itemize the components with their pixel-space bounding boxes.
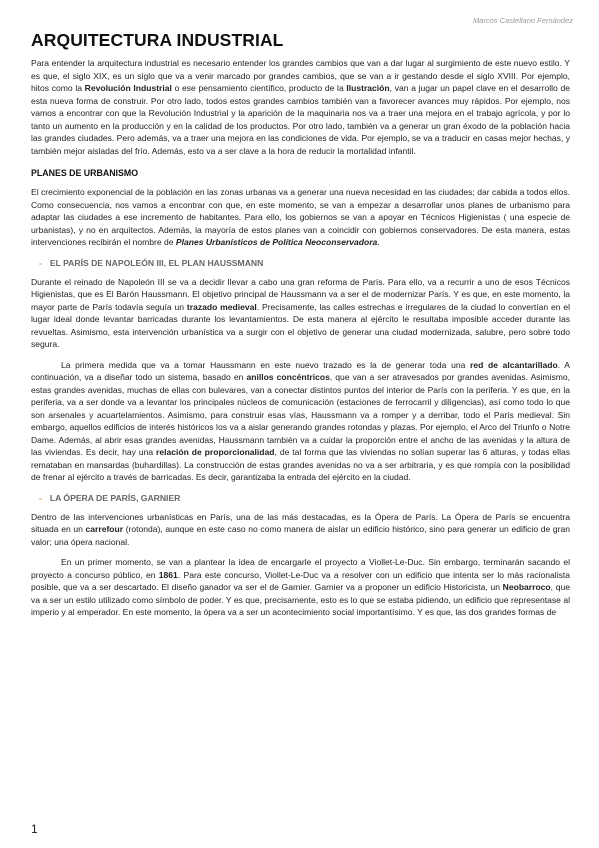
haussmann-paragraph-1: Durante el reinado de Napoleón III se va a decidir llevar a cabo una gran reforma de París. Para ello, va a recurrir a uno de esos Técnicos Higienistas, que es El Barón Haussmann. El objetivo principal de Haussmann va a ser el de modernizar París. Y es que, en este momento, la mayor parte de París todavía seguía un trazado medieval. Precisamente, las calles estrechas e irregulares de la ciudad lo convertían en el lugar ideal donde levantar barricadas durante los levantamientos. De esta manera al ejército le resultaba imposible acceder durante las revueltas. Asimismo, esta intervención urbanística va a surgir con el objetivo de generar una ciudad modernizada, salubre, pero sobre todo segura. bbox=[31, 276, 570, 349]
bold-term: carrefour bbox=[85, 524, 124, 534]
urbanismo-paragraph: El crecimiento exponencial de la población en las zonas urbanas va a generar una nueva necesidad en las ciudades; dar cabida a todos ellos. Como consecuencia, nos vamos a encontrar con que, en este momento, se van a empezar a desarrollar unos planes de urbanismo para adaptar las ciudades a ese incremento de habitantes. Para ello, los gobiernos se van a apoyar en Técnicos Higienistas ( una especie de urbanistas), y no en arquitectos. Además, la mayoría de estos planes van a coincidir con gobiernos conservadores. De esta manera, estas intervenciones recibirán el nombre de Planes Urbanísticos de Política Neoconservadora. bbox=[31, 187, 570, 247]
bullet-dash: - bbox=[39, 257, 42, 268]
bold-term: trazado medieval bbox=[186, 301, 257, 312]
section-heading-urbanismo: PLANES DE URBANISMO bbox=[31, 168, 139, 178]
subheading-opera-label: LA ÓPERA DE PARÍS, GARNIER bbox=[49, 492, 181, 503]
intro-paragraph: Para entender la arquitectura industrial es necesario entender los grandes cambios que van a dar lugar al surgimiento de este nuevo estilo. Y es que, el siglo XIX, es un siglo que va a venir marcado por grandes cambios, que se van a ir gestando desde el siglo XVIII. Por ejemplo, hitos como la Revolución Industrial o ese pensamiento científico, producto de la Ilustración, van a jugar un papel clave en el desarrollo de esta nueva forma de construir. Por otro lado, todos estos grandes cambios también van a favorecer avances muy rápidos. Por ejemplo, nos vamos a encontrar con que la Revolución Industrial y la aparición de la maquinaria nos va a traer una mejora en el trabajo agrícola, y por lo tanto un aumento en la producción y en la calidad de los productos. Por otro lado, también va a generar un gran éxodo de la población hacia las grandes ciudades. Pero además, va a traer una mejora en las condiciones de vida. Por ejemplo, se va a traducir en casas mejor hechas, y también mejor aisladas del frío. Además, esto va a ser clave a la hora de reducir la mortalidad infantil. bbox=[31, 58, 570, 156]
bullet-dash: - bbox=[39, 492, 42, 503]
author-header: Marcos Castellano Fernández bbox=[472, 16, 573, 25]
bold-term: Planes Urbanísticos de Política Neoconservadora bbox=[175, 237, 378, 247]
bold-term: Revolución Industrial bbox=[84, 83, 172, 93]
opera-paragraph-1: Dentro de las intervenciones urbanísticas en París, una de las más destacadas, es la Ópera de París. La Ópera de París se encuentra situada en un carrefour (rotonda), aunque en este caso no como manera de aislar un edificio histórico, sino para generar un edificio de gran valor; una ópera nacional. bbox=[31, 511, 570, 547]
subheading-haussmann-label: EL PARÍS DE NAPOLEÓN III, EL PLAN HAUSSMANN bbox=[49, 257, 264, 268]
subheading-opera bbox=[31, 492, 570, 504]
page-number: 1 bbox=[31, 822, 38, 836]
opera-paragraph-2: En un primer momento, se van a plantear la idea de encargarle el proyecto a Viollet-Le-Duc. Sin embargo, terminarán sacando el proyecto a concurso público, en 1861. Para este concurso, Viollet-Le-Duc va a resolver con un edificio que intenta ser lo más racionalista posible, que va a ser descartado. El diseño ganador va ser el de Garnier. Garnier va a proponer un edificio Historicista, un Neobarroco, que va a ser un estilo utilizado como símbolo de poder. Y es que, precisamente, esto es lo que se estaba pidiendo, un edificio que representase al imperio y al emperador. En este momento, la ópera va a ser un acontecimiento social importantísimo. Y es que, las dos grandes formas de bbox=[31, 557, 570, 617]
bold-term: anillos concéntricos bbox=[246, 372, 330, 382]
document-title: ARQUITECTURA INDUSTRIAL bbox=[31, 30, 284, 50]
page-content bbox=[31, 29, 570, 619]
bold-term: 1861 bbox=[158, 569, 178, 580]
bold-term: red de alcantarillado bbox=[470, 359, 558, 370]
subheading-haussmann bbox=[31, 257, 570, 269]
haussmann-paragraph-2: La primera medida que va a tomar Haussmann en este nuevo trazado es la de generar toda una red de alcantarillado. A continuación, va a diseñar todo un sistema, basado en anillos concéntricos, que van a ser atravesados por grandes avenidas. Asimismo, estas grandes avenidas, muchas de ellas con bulevares, van a conectar distintos puntos del interior de París con la periferia. Y es que, en la periferia, va a ser donde va a levantar los principales núcleos de comunicación (estaciones de ferrocarril y diligencias), así como todo lo que son arsenales y acuartelamientos. Asimismo, para construir esas vías, Haussmann va a romper y a derribar, todo el París medieval. Sin embargo, aquellos edificios de interés históricos los va a aislar generando grandes rotondas y plazas. Por ejemplo, el Arco del Triunfo o Notre Dame. Además, al abrir esas grandes avenidas, Haussmann también va a cuidar la proporción entre el ancho de las avenidas y la altura de las viviendas. Es decir, hay una relación de proporcionalidad, de tal forma que las viviendas no solían superar las 6 alturas, y todas ellas remataban en mansardas (buhardillas). La construcción de estas grandes avenidas no va a ser arbitraria, y es que rompía con la posibilidad de frenar al ejército a través de barricadas. Es decir, garantizaba la entrada del ejército en la ciudad. bbox=[31, 359, 571, 482]
bold-term: Neobarroco bbox=[502, 582, 551, 592]
bold-term: Ilustración bbox=[346, 83, 390, 93]
bold-term: relación de proporcionalidad bbox=[156, 447, 275, 457]
